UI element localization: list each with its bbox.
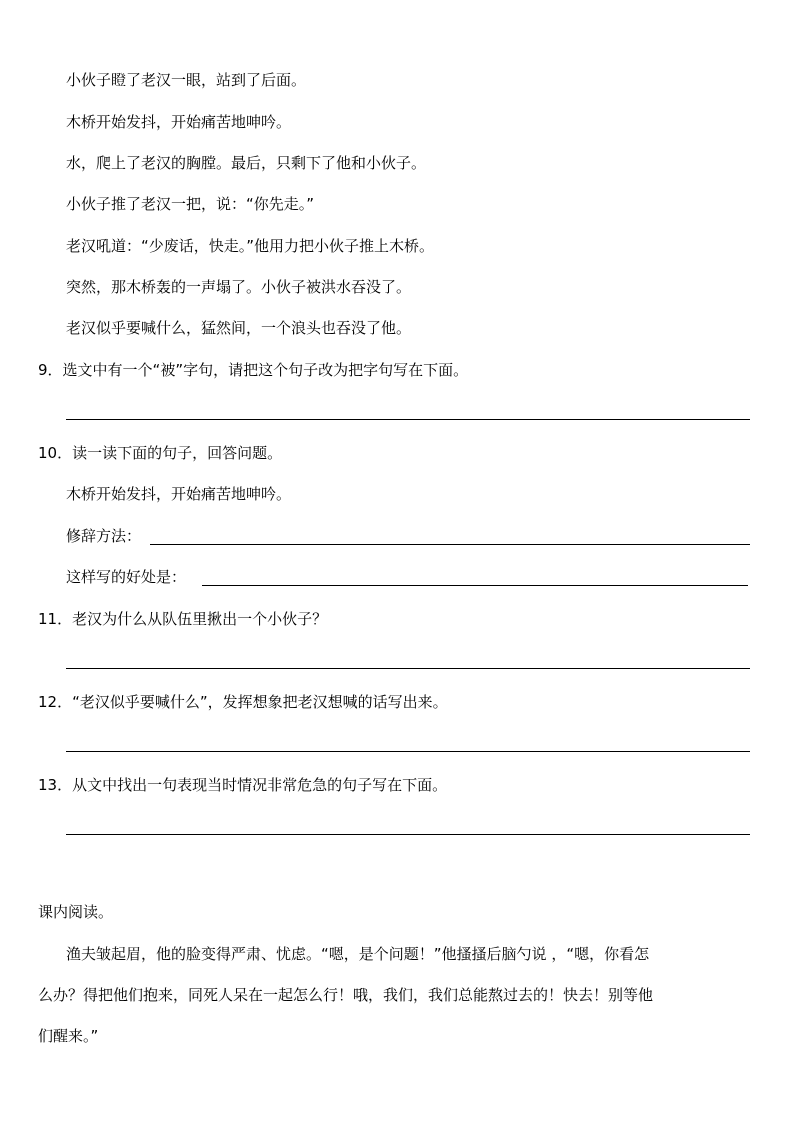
rhetoric-label: 修辞方法： <box>66 527 142 545</box>
benefit-label: 这样写的好处是： <box>66 568 187 586</box>
answer-line-q11[interactable] <box>66 668 750 669</box>
passage-line-6: 突然，那木桥轰的一声塌了。小伙子被洪水吞没了。 <box>66 278 412 296</box>
passage-line-2: 木桥开始发抖，开始痛苦地呻吟。 <box>66 113 292 131</box>
question-10-sentence: 木桥开始发抖，开始痛苦地呻吟。 <box>66 485 292 503</box>
passage-line-1: 小伙子瞪了老汉一眼，站到了后面。 <box>66 71 307 89</box>
question-13: 13．从文中找出一句表现当时情况非常危急的句子写在下面。 <box>38 776 448 794</box>
answer-line-q13[interactable] <box>66 834 750 835</box>
question-10: 10．读一读下面的句子，回答问题。 <box>38 444 283 462</box>
passage-line-4: 小伙子推了老汉一把，说：“你先走。” <box>66 195 315 213</box>
passage-line-3: 水，爬上了老汉的胸膛。最后，只剩下了他和小伙子。 <box>66 154 427 172</box>
answer-line-q9[interactable] <box>66 419 750 420</box>
rhetoric-answer-line[interactable] <box>150 544 750 545</box>
question-12: 12．“老汉似乎要喊什么”，发挥想象把老汉想喊的话写出来。 <box>38 693 448 711</box>
section-heading: 课内阅读。 <box>38 903 114 921</box>
passage-line-5: 老汉吼道：“少废话，快走。”他用力把小伙子推上木桥。 <box>66 237 435 255</box>
section2-line-1: 渔夫皱起眉，他的脸变得严肃、忧虑。“嗯，是个问题！”他搔搔后脑勺说 ，“嗯，你看怎 <box>66 945 650 963</box>
rhetoric-row <box>66 526 141 546</box>
benefit-row <box>66 567 186 587</box>
question-9: 9．选文中有一个“被”字句，请把这个句子改为把字句写在下面。 <box>38 361 469 379</box>
answer-line-q12[interactable] <box>66 751 750 752</box>
benefit-answer-line[interactable] <box>202 585 748 586</box>
section2-line-3: 们醒来。” <box>38 1027 99 1045</box>
section2-line-2: 么办？得把他们抱来，同死人呆在一起怎么行！哦，我们，我们总能熬过去的！快去！别等他 <box>38 986 654 1004</box>
passage-line-7: 老汉似乎要喊什么，猛然间，一个浪头也吞没了他。 <box>66 319 412 337</box>
question-11: 11．老汉为什么从队伍里揪出一个小伙子？ <box>38 610 328 628</box>
